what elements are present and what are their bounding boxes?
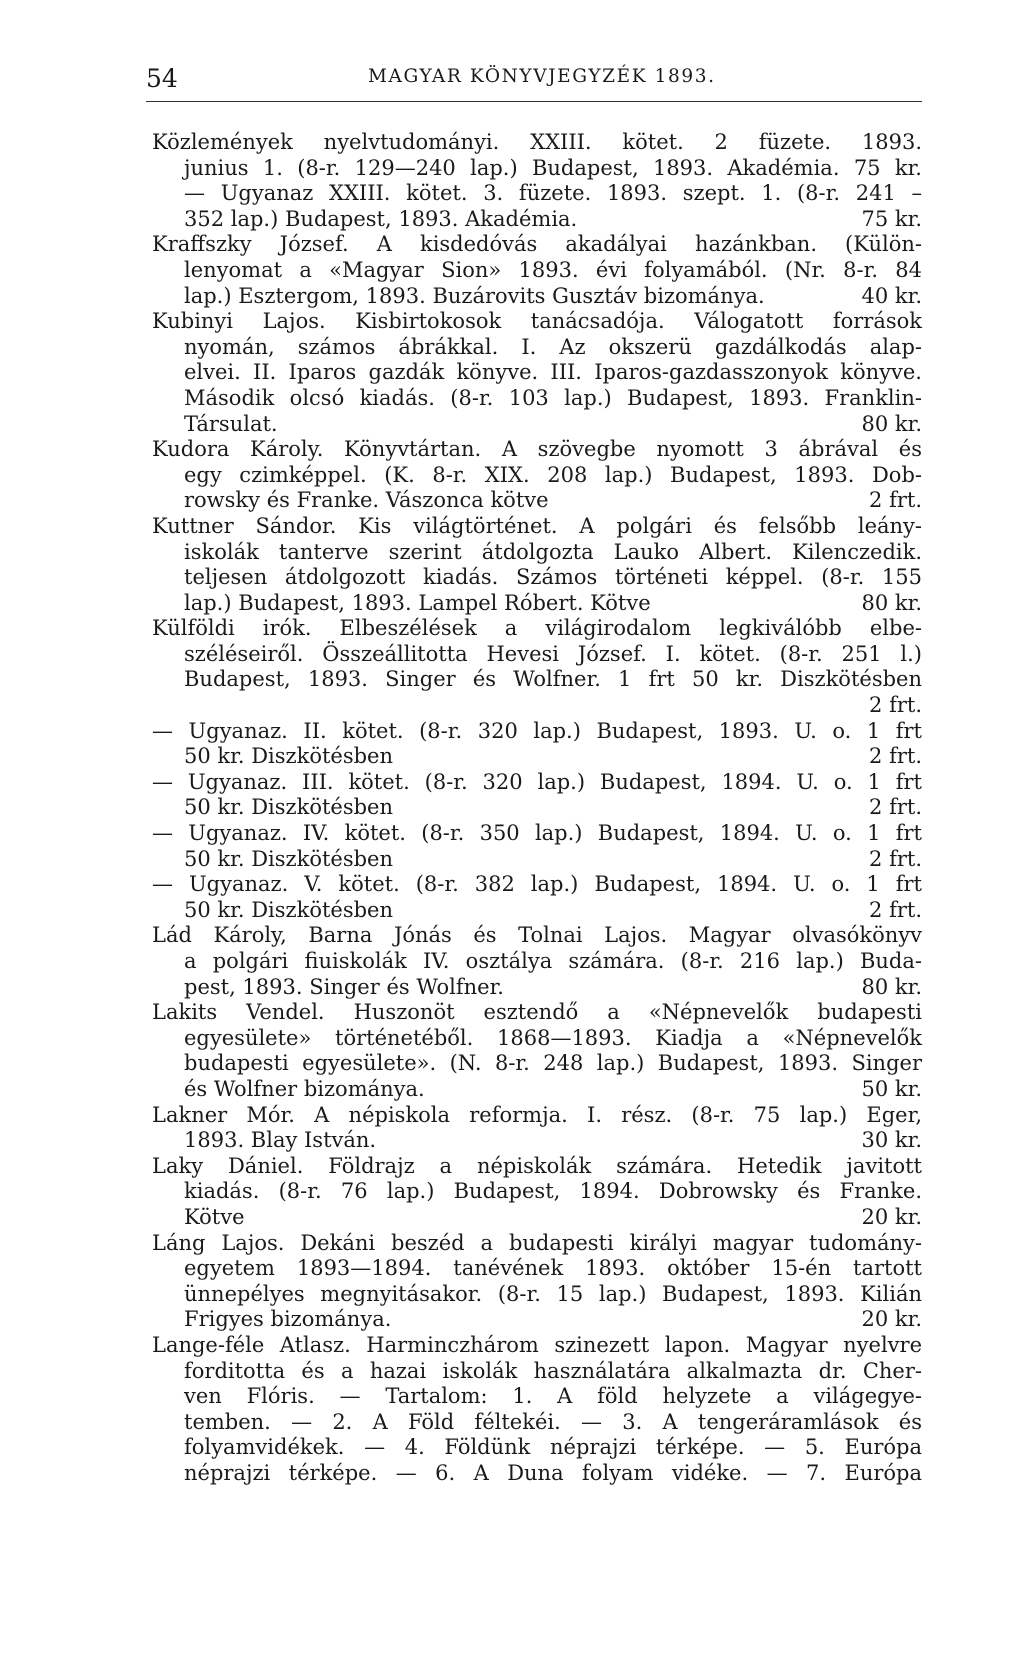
text-line [152,872,922,898]
text-line [152,795,922,821]
text-line [152,744,922,770]
line-text: egyetem 1893—1894. tanévének 1893. október 15-én tartott [184,1256,922,1281]
line-text: Láng Lajos. Dekáni beszéd a budapesti királyi magyar tudomány- [152,1230,922,1255]
text-line [152,642,922,668]
text-line [152,232,922,258]
line-text: rowsky és Franke. Vászonca kötve [184,488,549,513]
page-number: 54 [146,64,178,93]
line-text: Külföldi irók. Elbeszélések a világirodalom legkiválóbb elbe- [152,616,922,641]
text-line [152,258,922,284]
price: 30 kr. [861,1128,922,1153]
line-text: folyamvidékek. — 4. Földünk néprajzi térképe. — 5. Európa [184,1435,922,1460]
text-line [152,309,922,335]
text-line [152,1282,922,1308]
line-text: Lád Károly, Barna Jónás és Tolnai Lajos. Magyar olvasókönyv [152,923,922,948]
price: 2 frt. [869,488,922,513]
running-title: MAGYAR KÖNYVJEGYZÉK 1893. [368,66,716,87]
line-text: pest, 1893. Singer és Wolfner. [184,974,504,999]
text-line [152,1179,922,1205]
price: 50 kr. [861,1076,922,1101]
price: 40 kr. [861,283,922,308]
text-line [152,949,922,975]
text-line [152,770,922,796]
price: 2 frt. [869,846,922,871]
line-text: Közlemények nyelvtudományi. XXIII. kötet. 2 füzete. 1893. [152,130,922,154]
text-line [152,284,922,310]
text-line [152,181,922,207]
text-line [152,335,922,361]
price: 20 kr. [861,1204,922,1229]
text-line [152,667,922,693]
text-line [152,1333,922,1359]
line-text: 50 kr. Diszkötésben [184,795,394,820]
text-line [152,975,922,1001]
page-header [146,60,926,100]
price: 20 kr. [861,1307,922,1332]
line-text: lap.) Esztergom, 1893. Buzárovits Gusztáv bizománya. [184,283,765,308]
text-line [152,540,922,566]
line-text: és Wolfner bizománya. [184,1076,425,1101]
bibliography-entries [152,130,922,1486]
line-text: forditotta és a hazai iskolák használatára alkalmazta dr. Cher- [184,1358,922,1383]
line-text: ünnepélyes megnyitásakor. (8-r. 15 lap.) Budapest, 1893. Kilián [184,1281,922,1306]
line-text: Társulat. [184,411,278,436]
text-line [152,207,922,233]
text-line [152,719,922,745]
line-text: — Ugyanaz. IV. kötet. (8-r. 350 lap.) Budapest, 1894. U. o. 1 frt [152,821,922,846]
line-text: a polgári fiuiskolák IV. osztálya számára. (8-r. 216 lap.) Buda- [184,949,922,973]
text-line [152,1435,922,1461]
text-line [152,1256,922,1282]
text-line [152,412,922,438]
text-line [152,591,922,617]
line-text: budapesti egyesülete». (N. 8-r. 248 lap.) Budapest, 1893. Singer [184,1051,922,1076]
line-text: Lakits Vendel. Huszonöt esztendő a «Népnevelők budapesti [152,1000,922,1025]
line-text: egyesülete» történetéből. 1868—1893. Kiadja a «Népnevelők [184,1025,922,1050]
text-line [152,1461,922,1487]
line-text: kiadás. (8-r. 76 lap.) Budapest, 1894. Dobrowsky és Franke. [184,1179,922,1204]
text-line [152,463,922,489]
text-line [152,130,922,156]
text-line [152,1128,922,1154]
line-text: temben. — 2. A Föld féltekéi. — 3. A tengeráramlások és [184,1409,922,1434]
price: 80 kr. [861,590,922,615]
line-text: Laky Dániel. Földrajz a népiskolák számára. Hetedik javitott [152,1153,922,1178]
line-text: Kötve [184,1204,245,1229]
text-line [152,898,922,924]
line-text: néprajzi térképe. — 6. A Duna folyam vidéke. — 7. Európa [184,1460,922,1485]
text-line [152,1205,922,1231]
text-line [152,1384,922,1410]
line-text: 50 kr. Diszkötésben [184,744,394,769]
line-text: lenyomat a «Magyar Sion» 1893. évi folyamából. (Nr. 8-r. 84 [184,257,922,282]
text-line [152,1231,922,1257]
text-line [152,1307,922,1333]
line-text: 50 kr. Diszkötésben [184,897,394,922]
text-line [152,1077,922,1103]
line-text: 50 kr. Diszkötésben [184,846,394,871]
text-line [152,616,922,642]
text-line [152,437,922,463]
line-text: Kraffszky József. A kisdedóvás akadályai hazánkban. (Külön- [152,232,922,257]
line-text: teljesen átdolgozott kiadás. Számos történeti képpel. (8-r. 155 [184,565,922,590]
price: 2 frt. [869,693,922,718]
line-text: iskolák tanterve szerint átdolgozta Lauko Albert. Kilenczedik. [184,539,922,564]
line-text: széléseiről. Összeállitotta Hevesi József. I. kötet. (8-r. 251 l.) [184,641,922,666]
line-text: Lakner Mór. A népiskola reformja. I. rész. (8-r. 75 lap.) Eger, [152,1102,922,1127]
line-text: Budapest, 1893. Singer és Wolfner. 1 frt 50 kr. Diszkötésben [184,667,922,692]
line-text: Második olcsó kiadás. (8-r. 103 lap.) Budapest, 1893. Franklin- [184,385,922,410]
text-line [152,1026,922,1052]
text-line [152,847,922,873]
text-line [152,488,922,514]
text-line [152,514,922,540]
price: 2 frt. [869,795,922,820]
line-text: 1893. Blay István. [184,1128,377,1153]
line-text: — Ugyanaz. II. kötet. (8-r. 320 lap.) Budapest, 1893. U. o. 1 frt [152,718,922,743]
line-text: — Ugyanaz XXIII. kötet. 3. füzete. 1893. szept. 1. (8-r. 241 – [184,181,922,206]
line-text: junius 1. (8-r. 129—240 lap.) Budapest, 1893. Akadémia. 75 kr. [184,155,922,180]
price: 2 frt. [869,744,922,769]
text-line [152,156,922,182]
line-text: Kubinyi Lajos. Kisbirtokosok tanácsadója. Válogatott források [152,309,922,334]
line-text: nyomán, számos ábrákkal. I. Az okszerü gazdálkodás alap- [184,334,922,359]
text-line [152,693,922,719]
line-text: 352 lap.) Budapest, 1893. Akadémia. [184,206,578,231]
header-rule [146,101,922,102]
text-line [152,923,922,949]
text-line [152,386,922,412]
line-text: — Ugyanaz. III. kötet. (8-r. 320 lap.) Budapest, 1894. U. o. 1 frt [152,769,922,794]
line-text: elvei. II. Iparos gazdák könyve. III. Iparos-gazdasszonyok könyve. [184,360,922,385]
line-text: Kudora Károly. Könyvtártan. A szövegbe nyomott 3 ábrával és [152,437,922,462]
text-line [152,1410,922,1436]
line-text: lap.) Budapest, 1893. Lampel Róbert. Kötve [184,590,651,615]
text-line [152,360,922,386]
price: 2 frt. [869,897,922,922]
text-line [152,565,922,591]
line-text: egy czimképpel. (K. 8-r. XIX. 208 lap.) Budapest, 1893. Dob- [184,462,922,487]
line-text: — Ugyanaz. V. kötet. (8-r. 382 lap.) Budapest, 1894. U. o. 1 frt [152,872,922,897]
text-line [152,1000,922,1026]
text-line [152,1359,922,1385]
price: 80 kr. [861,411,922,436]
price: 80 kr. [861,974,922,999]
text-line [152,1103,922,1129]
text-line [152,1154,922,1180]
text-line [152,1051,922,1077]
price: 75 kr. [861,206,922,231]
text-line [152,821,922,847]
line-text: Frigyes bizománya. [184,1307,392,1332]
line-text: Kuttner Sándor. Kis világtörténet. A polgári és felsőbb leány- [152,513,922,538]
line-text: ven Flóris. — Tartalom: 1. A föld helyzete a világegye- [184,1384,922,1409]
line-text: Lange-féle Atlasz. Harminczhárom szinezett lapon. Magyar nyelvre [152,1332,922,1357]
